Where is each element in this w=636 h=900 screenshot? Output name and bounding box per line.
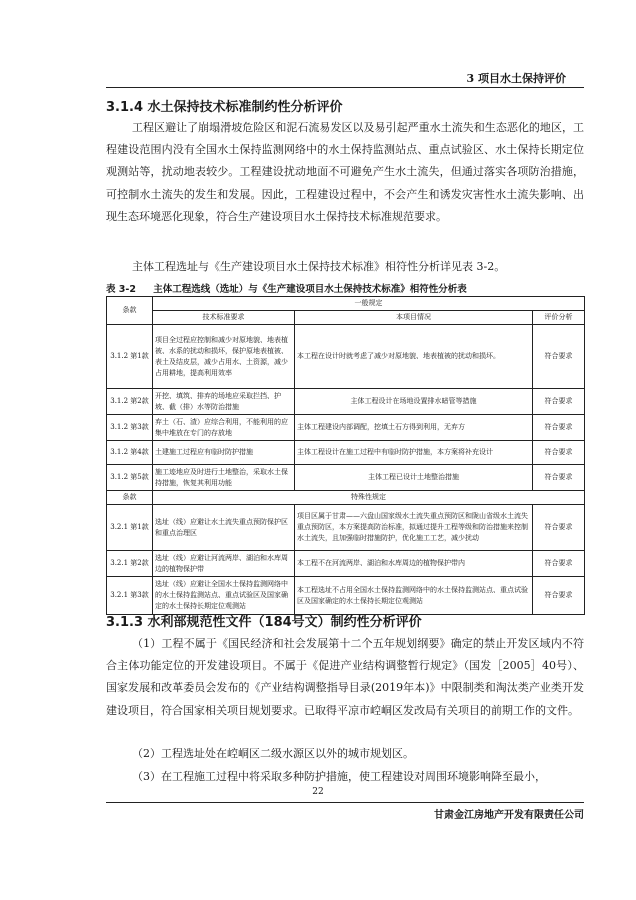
cell-requirement: 选址（线）应避让河流两岸、湖泊和水库周边的植物保护带: [153, 551, 295, 577]
cell-situation: 主体工程已设计土地整治措施: [295, 465, 533, 491]
cell-situation: 本工程选址不占用全国水土保持监测网络中的水土保持监测站点、重点试验区及国家确定的水土保持长期定位观测站: [295, 577, 533, 615]
header-requirement: 技术标准要求: [153, 311, 295, 325]
running-header: 3 项目水土保持评价: [466, 72, 566, 85]
paragraph: 主体工程选址与《生产建设项目水土保持技术标准》相符性分析详见表 3-2。: [132, 260, 506, 273]
table-caption-title: 主体工程选线（选址）与《生产建设项目水土保持技术标准》相符性分析表: [153, 284, 467, 295]
cell-requirement: 选址（线）应避让全国水土保持监测网络中的水土保持监测站点、重点试验区及国家确定的水土保持长期定位观测站: [153, 577, 295, 615]
header-evaluation: 评价分析: [533, 311, 585, 325]
header-clause: 条款: [107, 491, 153, 505]
table-header-row: [107, 311, 585, 325]
company-name: 甘肃金江房地产开发有限责任公司: [434, 810, 584, 821]
cell-evaluation: 符合要求: [533, 415, 585, 441]
table-row: [107, 389, 585, 415]
header-general-group: 一般规定: [153, 297, 585, 311]
cell-requirement: 土建施工过程应有临时防护措施: [153, 441, 295, 465]
cell-evaluation: 符合要求: [533, 551, 585, 577]
table-row: [107, 577, 585, 615]
table-header-row: [107, 297, 585, 311]
cell-evaluation: 符合要求: [533, 465, 585, 491]
cell-clause: 3.2.1 第1款: [107, 505, 153, 551]
header-rule: [106, 87, 584, 88]
table-caption-number: 表 3-2: [106, 284, 136, 295]
cell-situation: 项目区属于甘肃——六盘山国家级水土流失重点预防区和陇山省级水土流失重点预防区，本方案提高防治标准，拟通过提升工程等级和防治措施来控制水土流失，且加强临时措施防护，优化施工工艺，减少扰动: [295, 505, 533, 551]
cell-situation: 本工程不在河流两岸、湖泊和水库周边的植物保护带内: [295, 551, 533, 577]
cell-evaluation: 符合要求: [533, 577, 585, 615]
cell-situation: 主体工程设计在施工过程中有临时防护措施，本方案将补充设计: [295, 441, 533, 465]
cell-requirement: 项目全过程应控制和减少对原地貌、地表植被、水系的扰动和损坏，保护原地表植被、表土及结皮层，减少占用水、土资源，减少占用耕地，提高利用效率: [153, 325, 295, 389]
header-special-group: 特殊性规定: [153, 491, 585, 505]
cell-situation: 本工程在设计时就考虑了减少对原地貌、地表植被的扰动和损坏。: [295, 325, 533, 389]
paragraph: （2）工程选址处在崆峒区二级水源区以外的城市规划区。: [132, 747, 414, 760]
cell-clause: 3.1.2 第5款: [107, 465, 153, 491]
cell-requirement: 弃土（石、渣）应综合利用，不能利用的应集中堆放在专门的存放地: [153, 415, 295, 441]
footer-rule: [106, 802, 584, 803]
cell-evaluation: 符合要求: [533, 441, 585, 465]
paragraph: 工程区避让了崩塌滑坡危险区和泥石流易发区以及易引起严重水土流失和生态恶化的地区，工程建设范围内没有全国水土保持监测网络中的水土保持监测站点、重点试验区、水土保持长期定位观测站等，扰动地表较少。工程建设扰动地面不可避免产生水土流失，但通过落实各项防治措施，可控制水土流失的发生和发展。因此，工程建设过程中，不会产生和诱发灾害性水土流失影响、出现生态环境恶化现象，符合生产建设项目水土保持技术标准规范要求。: [106, 121, 584, 223]
cell-requirement: 施工迹地应及时进行土地整治，采取水土保持措施，恢复其利用功能: [153, 465, 295, 491]
cell-clause: 3.1.2 第1款: [107, 325, 153, 389]
section-heading-3-1-3: 3.1.3 水利部规范性文件（184号文）制约性分析评价: [106, 615, 422, 630]
cell-evaluation: 符合要求: [533, 389, 585, 415]
table-row: [107, 465, 585, 491]
cell-clause: 3.2.1 第2款: [107, 551, 153, 577]
table-row: [107, 505, 585, 551]
header-clause: 条款: [107, 297, 153, 325]
cell-requirement: 开挖、填筑、排弃的场地应采取拦挡、护坡、截（排）水等防治措施: [153, 389, 295, 415]
table-row: [107, 325, 585, 389]
table-caption: [106, 281, 584, 295]
table-row: [107, 441, 585, 465]
header-situation: 本项目情况: [295, 311, 533, 325]
cell-evaluation: 符合要求: [533, 325, 585, 389]
cell-requirement: 选址（线）应避让水土流失重点预防保护区和重点治理区: [153, 505, 295, 551]
cell-clause: 3.1.2 第3款: [107, 415, 153, 441]
page-number: 22: [312, 787, 324, 797]
section-heading-3-1-4: 3.1.4 水土保持技术标准制约性分析评价: [106, 100, 343, 115]
cell-situation: 主体工程设计在场地设置排水暗管等措施: [295, 389, 533, 415]
table-header-row: [107, 491, 585, 505]
cell-clause: 3.1.2 第4款: [107, 441, 153, 465]
table-row: [107, 415, 585, 441]
cell-evaluation: 符合要求: [533, 505, 585, 551]
table-row: [107, 551, 585, 577]
paragraph: （3）在工程施工过程中将采取多种防护措施，使工程建设对周围环境影响降至最小，: [132, 770, 546, 783]
paragraph: （1）工程不属于《国民经济和社会发展第十二个五年规划纲要》确定的禁止开发区域内不符合主体功能定位的开发建设项目。不属于《促进产业结构调整暂行规定》（国发［2005］40号）、国家发展和改革委员会发布的《产业结构调整指导目录(2019年本)》中限制类和淘汰类产业类开发建设项目，符合国家相关项目规划要求。已取得平凉市崆峒区发改局有关项目的前期工作的文件。: [106, 637, 584, 717]
cell-clause: 3.1.2 第2款: [107, 389, 153, 415]
cell-clause: 3.2.1 第3款: [107, 577, 153, 615]
cell-situation: 主体工程建设内部调配，挖填土石方得到利用，无弃方: [295, 415, 533, 441]
compliance-table: [106, 296, 585, 615]
